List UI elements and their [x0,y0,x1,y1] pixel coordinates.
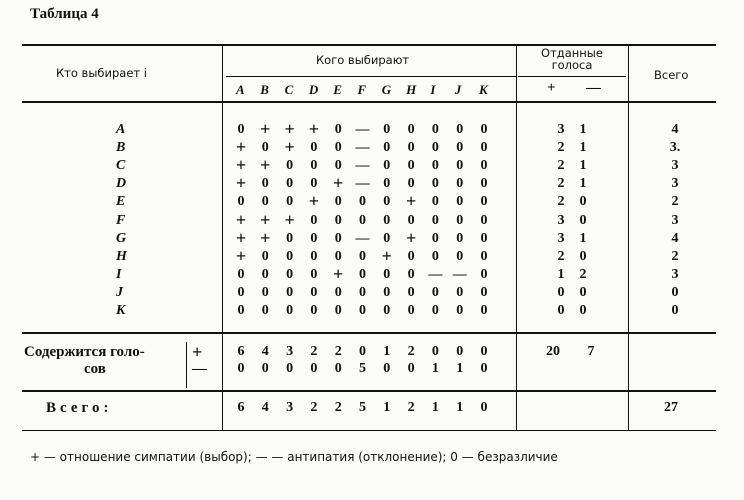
matrix-cell: 0 [310,230,318,246]
matrix-cell: 0 [407,140,415,156]
row-minus-count: 1 [579,176,587,192]
matrix-cell: 0 [456,212,464,228]
matrix-cell: 0 [286,266,294,282]
row-plus-count: 0 [557,303,565,318]
matrix-cell: 0 [456,230,464,246]
row-total: 4 [671,230,679,246]
contains-minus-cell: 5 [359,361,366,376]
matrix-cell: 0 [383,212,391,228]
matrix-cell: 0 [359,248,366,264]
contains-minus-cell: 1 [456,361,464,376]
matrix-cell: 0 [480,266,488,282]
contains-label-1: Содержится голо- [24,344,145,360]
matrix-cell: + [235,245,247,266]
matrix-cell: 0 [237,194,245,210]
matrix-cell: 0 [286,284,294,300]
matrix-cell: 0 [310,140,318,156]
matrix-cell: 0 [431,248,439,264]
row-plus-count: 2 [557,176,565,192]
column-header-A: A [236,82,245,97]
matrix-cell: 0 [237,266,245,282]
matrix-cell: 0 [480,284,488,300]
matrix-cell: 0 [431,158,439,174]
matrix-cell: 0 [261,248,269,264]
contains-minus-cell: 0 [261,361,269,376]
contains-minus-cell: 0 [237,361,245,376]
row-label-F: F [116,212,126,228]
matrix-cell: + [235,173,247,194]
matrix-cell: 0 [480,248,488,264]
header-plus: + [547,80,556,96]
sum-cell: 2 [334,400,342,415]
row-total: 2 [671,248,679,264]
matrix-cell: 0 [456,194,464,210]
matrix-cell: + [333,173,344,194]
votes-given-label: Отданные голоса [541,46,603,72]
table-title: Таблица 4 [30,6,99,22]
contains-plus-cell: 1 [383,344,391,359]
matrix-cell: 0 [456,176,464,192]
row-minus-count: 0 [579,248,587,264]
matrix-cell: 0 [407,212,415,228]
matrix-cell: 0 [431,194,439,210]
matrix-cell: 0 [261,140,269,156]
row-total: 3 [671,176,679,192]
header-chooser: Кто выбирает i [56,66,147,80]
matrix-cell: 0 [286,230,294,246]
matrix-cell: 0 [359,303,366,318]
row-plus-count: 3 [557,230,565,246]
row-label-J: J [116,284,123,300]
matrix-cell: 0 [334,212,342,228]
footnote: + — отношение симпатии (выбор); — — антипатия (отклонение); 0 — безразличие [30,450,558,464]
row-label-D: D [116,176,127,192]
matrix-cell: 0 [407,266,415,282]
row-label-H: H [116,248,127,264]
column-header-B: B [260,82,269,97]
matrix-cell: 0 [334,158,342,174]
vrule-chooser [222,46,223,430]
row-total: 4 [671,122,679,137]
matrix-cell: 0 [431,140,439,156]
matrix-cell: 0 [383,158,391,174]
contains-plus-cell: 0 [456,344,464,359]
contains-plus-cell: 2 [407,344,415,359]
grand-total: 27 [664,400,678,415]
matrix-cell: 0 [310,303,318,318]
matrix-cell: + [235,209,247,230]
matrix-cell: + [260,119,271,139]
matrix-cell: 0 [334,248,342,264]
matrix-cell: 0 [310,266,318,282]
matrix-cell: 0 [480,158,488,174]
matrix-cell: + [333,263,344,284]
matrix-cell: 0 [359,284,366,300]
subheader-rule [226,76,516,77]
row-plus-count: 3 [557,122,565,137]
row-minus-count: 2 [579,266,587,282]
column-header-E: E [333,82,342,97]
matrix-cell: + [308,191,320,212]
row-total: 3 [671,158,679,174]
row-label-G: G [116,230,127,246]
matrix-cell: + [284,119,295,139]
row-minus-count: 0 [579,194,587,210]
column-header-K: K [479,82,488,97]
header-votes-given [527,47,617,71]
contains-minus-cell: 0 [286,361,294,376]
column-header-C: C [284,82,294,97]
column-header-J: J [454,82,462,97]
contains-plus-total: 20 [546,344,560,359]
matrix-cell: 0 [286,194,294,210]
matrix-cell: 0 [359,194,366,210]
matrix-cell: 0 [431,303,439,318]
sum-cell: 3 [286,400,294,415]
matrix-cell: 0 [286,248,294,264]
matrix-cell: 0 [237,284,245,300]
contains-plus-cell: 0 [480,344,488,359]
top-rule [22,44,716,46]
body-rule [22,332,716,334]
matrix-cell: 0 [261,176,269,192]
row-minus-count: 1 [579,158,587,174]
vrule-sign [186,342,187,388]
row-plus-count: 2 [557,194,565,210]
contains-minus-total: 7 [587,344,595,359]
column-header-I: I [430,82,436,97]
matrix-cell: + [405,227,417,248]
sum-cell: 1 [431,400,439,415]
contains-label-2: сов [84,361,106,377]
matrix-cell: 0 [383,122,391,137]
row-minus-count: 0 [579,212,587,228]
matrix-cell: 0 [456,303,464,318]
sum-cell: 6 [237,400,245,415]
matrix-cell: 0 [480,303,488,318]
row-plus-count: 2 [557,248,565,264]
matrix-cell: 0 [431,284,439,300]
contains-plus-cell: 0 [431,344,439,359]
matrix-cell: 0 [407,284,415,300]
matrix-cell: 0 [334,230,342,246]
matrix-cell: 0 [310,248,318,264]
row-label-A: A [116,122,126,137]
matrix-cell: 0 [431,176,439,192]
contains-rule [22,390,716,392]
contains-plus-cell: 0 [359,344,366,359]
matrix-cell: 0 [359,212,366,228]
contains-minus-cell: 0 [310,361,318,376]
matrix-cell: 0 [480,212,488,228]
matrix-cell: 0 [286,176,294,192]
contains-plus-cell: 2 [310,344,318,359]
row-label-C: C [116,158,126,174]
bottom-rule [22,430,716,431]
matrix-cell: 0 [480,194,488,210]
matrix-cell: 0 [383,230,391,246]
contains-minus-cell: 0 [480,361,488,376]
matrix-cell: 0 [261,266,269,282]
matrix-cell: 0 [407,303,415,318]
matrix-cell: + [405,191,417,212]
matrix-cell: 0 [407,122,415,137]
matrix-cell: + [260,209,271,230]
contains-minus-cell: 0 [407,361,415,376]
sum-cell: 1 [456,400,464,415]
matrix-cell: 0 [383,194,391,210]
matrix-cell: + [235,155,247,176]
matrix-cell: 0 [456,284,464,300]
matrix-cell: — [355,140,370,156]
matrix-cell: 0 [261,284,269,300]
column-header-H: H [406,82,417,97]
matrix-cell: + [260,227,271,248]
matrix-cell: — [355,122,370,137]
matrix-cell: 0 [334,284,342,300]
matrix-cell: 0 [359,266,366,282]
sum-cell: 0 [480,400,488,415]
matrix-cell: 0 [334,122,342,137]
column-header-G: G [381,82,392,97]
row-minus-count: 0 [579,303,587,318]
matrix-cell: 0 [310,212,318,228]
matrix-cell: 0 [480,176,488,192]
row-plus-count: 2 [557,158,565,174]
matrix-cell: + [260,155,271,176]
row-minus-count: 1 [579,140,587,156]
matrix-cell: 0 [286,158,294,174]
header-rule [22,101,716,103]
row-plus-count: 1 [557,266,565,282]
contains-plus-cell: 3 [286,344,294,359]
matrix-cell: 0 [310,158,318,174]
matrix-cell: — [355,158,370,174]
matrix-cell: 0 [456,122,464,137]
header-total: Всего [654,68,689,82]
matrix-cell: 0 [407,176,415,192]
matrix-cell: 0 [456,248,464,264]
matrix-cell: 0 [286,303,294,318]
matrix-cell: — [355,176,370,192]
matrix-cell: + [284,209,295,230]
column-header-D: D [308,82,319,97]
sum-cell: 5 [359,400,366,415]
contains-plus-cell: 2 [334,344,342,359]
matrix-cell: 0 [480,230,488,246]
matrix-cell: 0 [383,284,391,300]
matrix-cell: 0 [334,303,342,318]
row-plus-count: 2 [557,140,565,156]
row-minus-count: 0 [579,284,587,300]
row-label-I: I [116,266,122,282]
vrule-total [628,46,629,430]
row-label-E: E [116,194,126,210]
matrix-cell: 0 [431,212,439,228]
contains-minus-cell: 0 [334,361,342,376]
contains-minus-cell: 1 [431,361,439,376]
row-total: 3 [671,212,679,228]
matrix-cell: 0 [480,140,488,156]
row-label-B: B [116,140,126,156]
matrix-cell: — [452,266,467,282]
row-total: 0 [671,284,679,300]
sum-label: Всего: [46,400,113,416]
matrix-cell: 0 [261,303,269,318]
row-minus-count: 1 [579,230,587,246]
matrix-cell: + [308,119,320,139]
matrix-cell: 0 [456,158,464,174]
sum-cell: 4 [261,400,269,415]
sum-cell: 1 [383,400,391,415]
matrix-cell: + [235,227,247,248]
matrix-cell: — [428,266,443,282]
sum-cell: 2 [310,400,318,415]
row-plus-count: 3 [557,212,565,228]
row-total: 2 [671,194,679,210]
contains-minus-cell: 0 [383,361,391,376]
matrix-cell: 0 [383,176,391,192]
matrix-cell: 0 [383,266,391,282]
matrix-cell: 0 [237,122,245,137]
matrix-cell: 0 [310,284,318,300]
matrix-cell: + [235,137,247,158]
matrix-cell: 0 [310,176,318,192]
header-chosen: Кого выбирают [316,53,410,67]
matrix-cell: 0 [431,230,439,246]
matrix-cell: 0 [431,122,439,137]
contains-plus-cell: 4 [261,344,269,359]
contains-plus-sign: + [192,342,203,362]
row-total: 3 [671,266,679,282]
matrix-cell: 0 [456,140,464,156]
header-minus: — [586,80,601,96]
matrix-cell: 0 [407,158,415,174]
matrix-cell: 0 [407,248,415,264]
row-label-K: K [116,303,126,318]
matrix-cell: 0 [261,194,269,210]
contains-plus-cell: 6 [237,344,245,359]
row-plus-count: 0 [557,284,565,300]
row-minus-count: 1 [579,122,587,137]
row-total: 0 [671,303,679,318]
matrix-cell: 0 [237,303,245,318]
row-total: 3. [669,140,681,156]
matrix-cell: 0 [383,303,391,318]
matrix-cell: 0 [383,140,391,156]
vrule-votes [516,46,517,430]
matrix-cell: — [355,230,370,246]
votes-subheader-rule [518,76,626,77]
contains-minus-sign: — [192,361,207,377]
matrix-cell: 0 [480,122,488,137]
matrix-cell: 0 [334,140,342,156]
matrix-cell: 0 [334,194,342,210]
sum-cell: 2 [407,400,415,415]
matrix-cell: + [381,245,392,266]
column-header-F: F [357,82,367,97]
matrix-cell: + [284,137,295,158]
